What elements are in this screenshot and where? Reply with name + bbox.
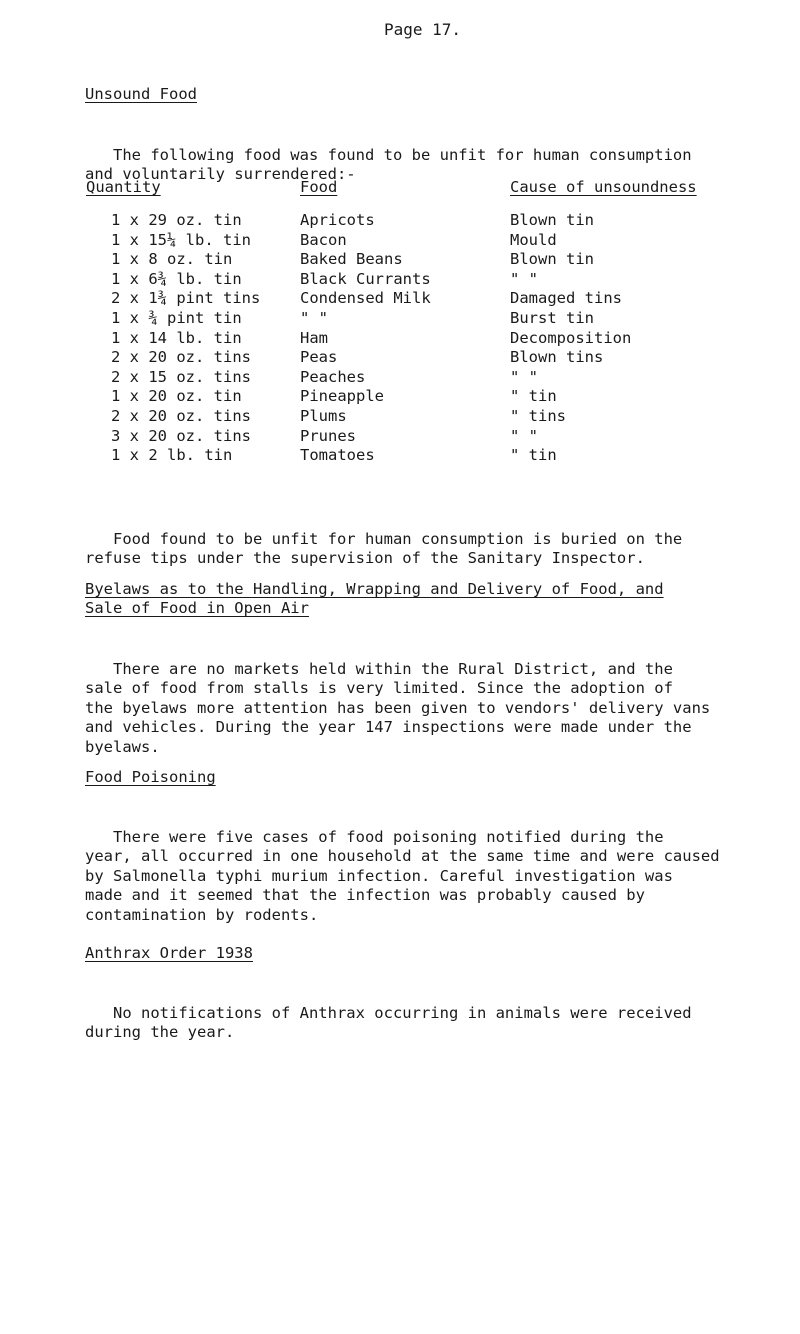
cell-food: Tomatoes bbox=[300, 446, 375, 465]
header-quantity: Quantity bbox=[86, 178, 161, 196]
cell-food: Peaches bbox=[300, 367, 366, 386]
cell-cause: Mould bbox=[510, 230, 557, 249]
disposal-paragraph: Food found to be unfit for human consumption is buried on the refuse tips under the supervision of the Sanitary Inspector. bbox=[85, 529, 683, 567]
table-row bbox=[0, 387, 800, 407]
unsound-food-intro: The following food was found to be unfit for human consumption and voluntarily surrendered:- bbox=[85, 145, 692, 183]
cell-cause: " " bbox=[510, 269, 538, 288]
cell-quantity: 1 x 29 oz. tin bbox=[111, 211, 242, 229]
cell-food: Ham bbox=[300, 328, 328, 347]
table-row bbox=[0, 211, 800, 231]
cell-quantity: 1 x 20 oz. tin bbox=[111, 387, 242, 406]
header-food: Food bbox=[300, 178, 338, 196]
table-row bbox=[0, 368, 800, 388]
cell-quantity: 3 x 20 oz. tins bbox=[111, 426, 251, 445]
cell-quantity: 2 x 1¾ pint tins bbox=[111, 289, 261, 308]
cell-food: Plums bbox=[300, 407, 347, 425]
cell-food: Condensed Milk bbox=[300, 289, 431, 308]
cell-cause: Blown tin bbox=[510, 250, 594, 269]
cell-food: " " bbox=[300, 309, 328, 327]
table-row bbox=[0, 407, 800, 427]
anthrax-heading: Anthrax Order 1938 bbox=[85, 944, 253, 962]
header-cause: Cause of unsoundness bbox=[510, 178, 697, 196]
cell-food: Black Currants bbox=[300, 269, 431, 288]
cell-quantity: 1 x 14 lb. tin bbox=[111, 328, 242, 347]
table-row bbox=[0, 348, 800, 368]
table-row bbox=[0, 446, 800, 466]
table-row bbox=[0, 329, 800, 349]
food-poisoning-heading: Food Poisoning bbox=[85, 768, 216, 786]
anthrax-paragraph: No notifications of Anthrax occurring in animals were received during the year. bbox=[85, 1003, 692, 1041]
cell-food: Peas bbox=[300, 348, 338, 367]
cell-cause: Damaged tins bbox=[510, 289, 622, 308]
cell-quantity: 1 x 2 lb. tin bbox=[111, 446, 233, 465]
cell-food: Pineapple bbox=[300, 387, 384, 406]
table-row bbox=[0, 289, 800, 309]
cell-cause: " " bbox=[510, 426, 538, 445]
unsound-food-heading: Unsound Food bbox=[85, 85, 197, 103]
cell-cause: Burst tin bbox=[510, 309, 594, 327]
cell-quantity: 1 x 15¼ lb. tin bbox=[111, 230, 251, 249]
cell-cause: Decomposition bbox=[510, 328, 632, 347]
cell-quantity: 2 x 15 oz. tins bbox=[111, 367, 251, 386]
page-number: Page 17. bbox=[384, 20, 462, 39]
food-poisoning-paragraph: There were five cases of food poisoning notified during the year, all occurred in one household at the same time and were caused by Salmonella typhi murium infection. Careful investigation was made and it seemed that the infection was probably caused by contamination by rodents. bbox=[85, 827, 720, 924]
cell-quantity: 1 x ¾ pint tin bbox=[111, 309, 242, 327]
cell-quantity: 2 x 20 oz. tins bbox=[111, 348, 251, 367]
cell-food: Bacon bbox=[300, 230, 347, 249]
byelaws-heading-line1: Byelaws as to the Handling, Wrapping and Delivery of Food, and bbox=[85, 580, 664, 598]
cell-cause: " tin bbox=[510, 446, 557, 465]
table-header-row bbox=[0, 178, 800, 198]
cell-food: Apricots bbox=[300, 211, 375, 229]
cell-cause: Blown tins bbox=[510, 348, 604, 367]
table-row bbox=[0, 427, 800, 447]
cell-quantity: 1 x 6¾ lb. tin bbox=[111, 269, 242, 288]
table-row bbox=[0, 309, 800, 329]
table-row bbox=[0, 270, 800, 290]
cell-cause: " tin bbox=[510, 387, 557, 406]
cell-quantity: 2 x 20 oz. tins bbox=[111, 407, 251, 425]
table-row bbox=[0, 231, 800, 251]
cell-quantity: 1 x 8 oz. tin bbox=[111, 250, 233, 269]
byelaws-heading-line2: Sale of Food in Open Air bbox=[85, 599, 309, 617]
byelaws-paragraph: There are no markets held within the Rural District, and the sale of food from stalls is very limited. Since the adoption of the byelaws more attention has been given to vendors' delivery vans and vehicles. During the year 147 inspections were made under the byelaws. bbox=[85, 659, 711, 756]
table-row bbox=[0, 250, 800, 270]
cell-cause: " tins bbox=[510, 407, 566, 425]
cell-food: Baked Beans bbox=[300, 250, 403, 269]
cell-cause: Blown tin bbox=[510, 211, 594, 229]
cell-cause: " " bbox=[510, 367, 538, 386]
cell-food: Prunes bbox=[300, 426, 356, 445]
